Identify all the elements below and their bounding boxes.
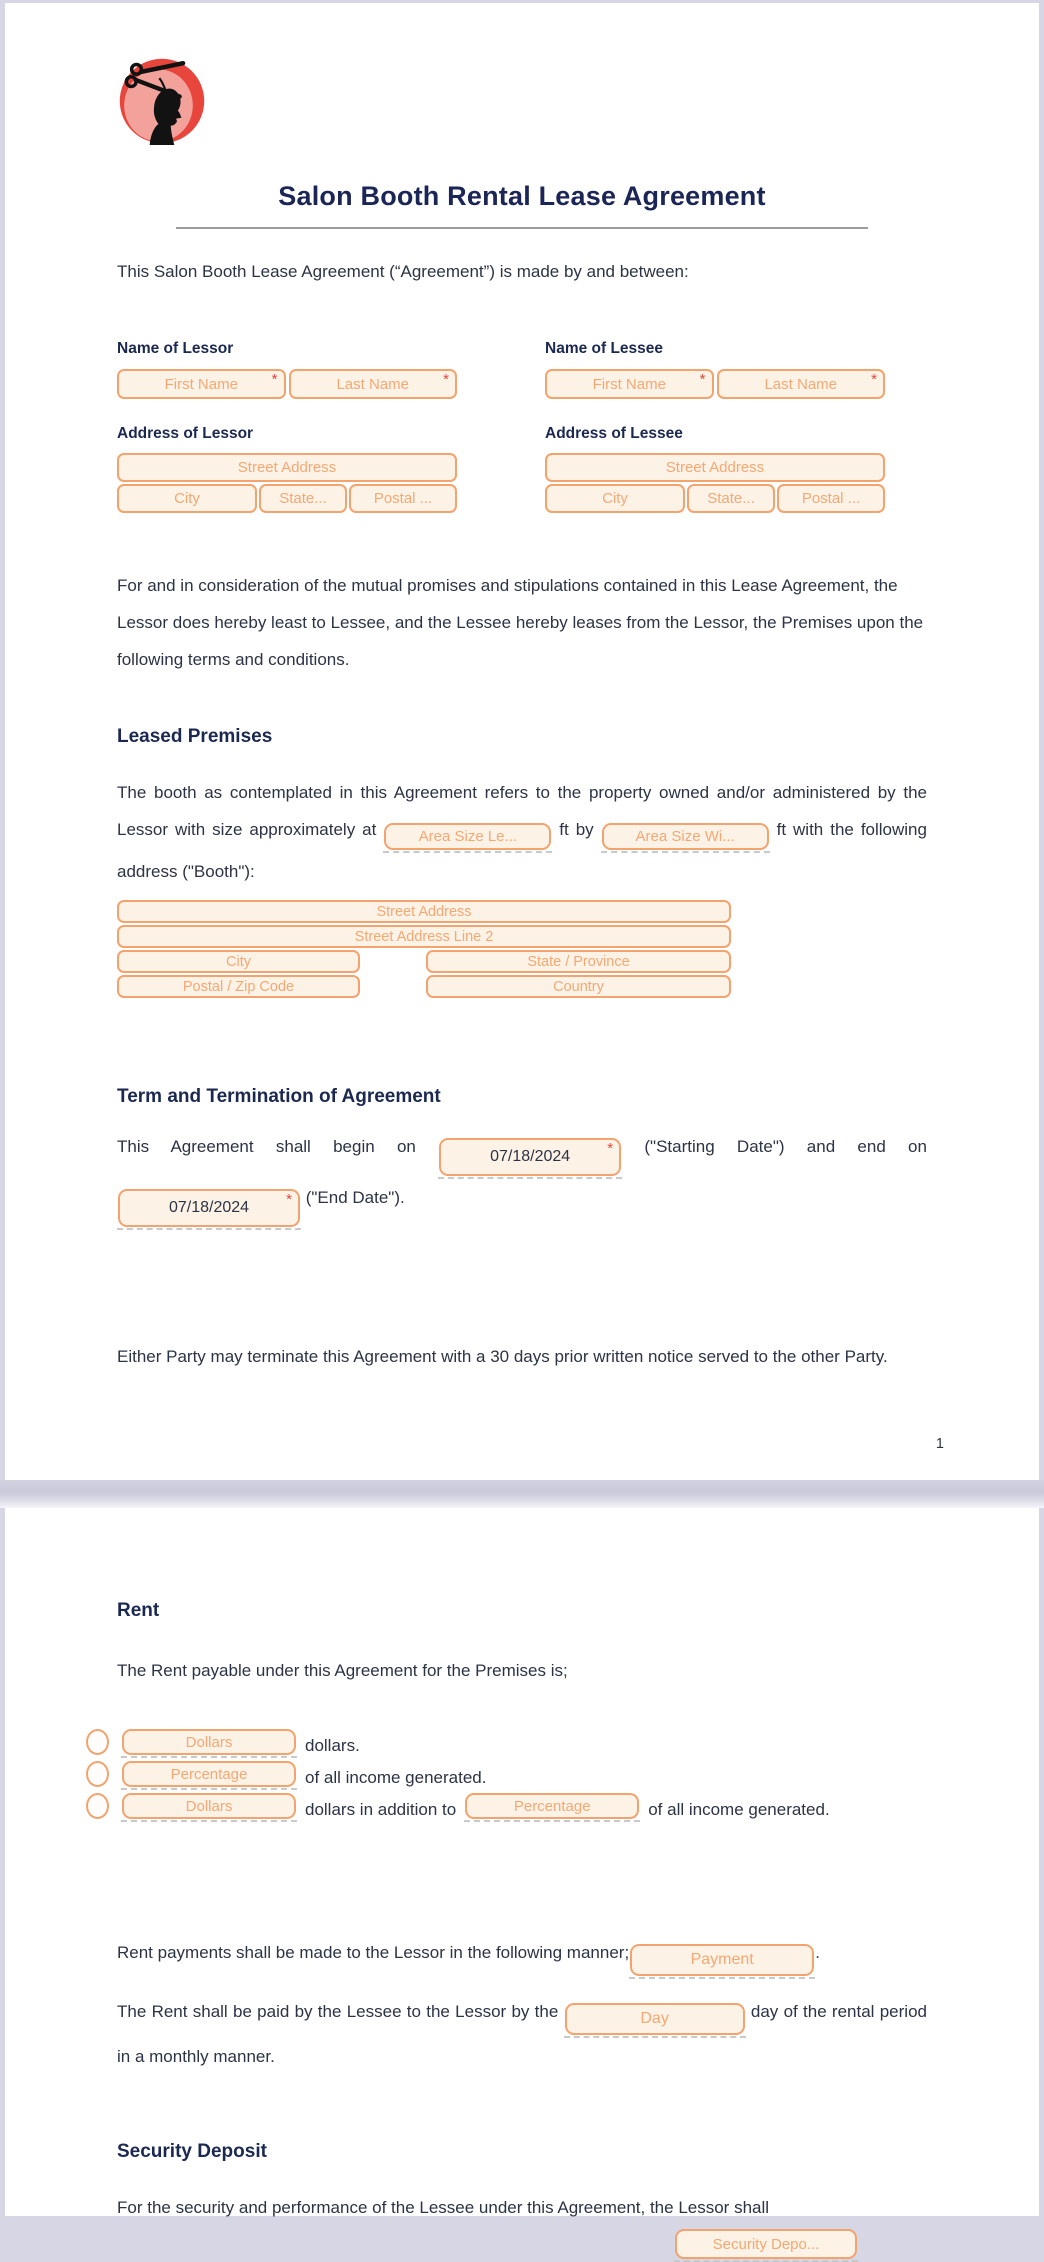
booth-text-1: The booth as contemplated in this Agreement refers to the property owned and/or administered by the Lessor with size approximately at — [117, 783, 927, 840]
lessor-street-field[interactable]: Street Address — [117, 453, 457, 482]
booth-street-field[interactable]: Street Address — [117, 900, 731, 923]
lessee-name-label: Name of Lessee — [545, 340, 664, 358]
booth-address-block — [117, 900, 731, 998]
page-2 — [5, 1508, 1039, 2253]
intro-text: This Salon Booth Lease Agreement (“Agreement”) is made by and between: — [117, 262, 689, 281]
term-text-2: ("Starting Date") and end on — [644, 1137, 927, 1157]
booth-postal-field[interactable]: Postal / Zip Code — [117, 975, 360, 998]
consideration-text: For and in consideration of the mutual promises and stipulations contained in this Lease Agreement, the Lessor does hereby least to Lessee, and the Lessee hereby leases from the Lessor, the Premises upon the following terms and conditions. — [117, 576, 924, 670]
payment-text-2: . — [815, 1943, 820, 1963]
required-asterisk: * — [443, 371, 449, 389]
rent-option-2-radio[interactable] — [86, 1761, 109, 1787]
booth-state-field[interactable]: State / Province — [426, 950, 731, 973]
booth-street2-field[interactable]: Street Address Line 2 — [117, 925, 731, 948]
term-text-1: This Agreement shall begin on — [117, 1137, 416, 1157]
page-title: Salon Booth Rental Lease Agreement — [278, 181, 766, 211]
term-paragraph — [117, 1128, 927, 1230]
booth-city-field[interactable]: City — [117, 950, 360, 973]
parties-section — [117, 340, 927, 513]
required-asterisk: * — [286, 1191, 292, 1209]
page-number: 1 — [935, 1436, 944, 1452]
payment-paragraph — [117, 1934, 927, 1979]
payment-method-field[interactable]: Payment — [630, 1944, 814, 1976]
end-date-field[interactable]: 07/18/2024 * — [118, 1189, 300, 1227]
booth-paragraph — [117, 774, 927, 890]
lessee-state-field[interactable]: State... — [687, 484, 775, 513]
rent-option-3-mid-label: dollars in addition to — [305, 1799, 457, 1819]
rent-heading: Rent — [117, 1600, 160, 1621]
rent-option-1-radio[interactable] — [86, 1729, 109, 1755]
lessor-column — [117, 340, 457, 513]
lessor-last-name-field[interactable]: Last Name * — [289, 369, 458, 399]
booth-text-2: ft by — [559, 820, 594, 840]
rent-percentage-field[interactable]: Percentage — [122, 1761, 296, 1787]
required-asterisk: * — [699, 371, 706, 389]
rent-dollars2-field[interactable]: Dollars — [122, 1793, 296, 1819]
day-paragraph — [117, 1993, 927, 2075]
security-deposit-heading: Security Deposit — [117, 2141, 267, 2163]
lessee-postal-field[interactable]: Postal ... — [777, 484, 885, 513]
rent-dollars-field[interactable]: Dollars — [122, 1729, 296, 1755]
rent-option-2 — [86, 1761, 927, 1790]
day-text-1: The Rent shall be paid by the Lessee to the Lessor by the — [117, 2002, 559, 2022]
area-size-width-field[interactable]: Area Size Wi... — [602, 823, 769, 850]
lessee-address-label: Address of Lessee — [545, 425, 683, 443]
lessee-last-name-field[interactable]: Last Name * — [717, 369, 886, 399]
lessor-postal-field[interactable]: Postal ... — [349, 484, 457, 513]
salon-scissors-logo-icon — [117, 57, 207, 145]
security-deposit-field[interactable]: Security Depo... — [675, 2229, 857, 2259]
rent-percentage2-field[interactable]: Percentage — [465, 1793, 639, 1819]
lessee-first-name-field[interactable]: First Name * — [545, 369, 714, 399]
term-text-3: ("End Date"). — [305, 1188, 405, 1208]
lessee-street-field[interactable]: Street Address — [545, 453, 885, 482]
lessee-city-field[interactable]: City — [545, 484, 685, 513]
term-heading: Term and Termination of Agreement — [117, 1086, 441, 1108]
page-1 — [5, 3, 1039, 1480]
rent-options-group — [86, 1729, 927, 1822]
required-asterisk: * — [271, 371, 278, 389]
page-break-gap — [0, 1480, 1044, 1508]
lessor-city-field[interactable]: City — [117, 484, 257, 513]
title-divider — [176, 227, 868, 229]
rent-option-3-radio[interactable] — [86, 1793, 109, 1819]
lessor-name-label: Name of Lessor — [117, 340, 234, 358]
rent-option-1-label: dollars. — [305, 1735, 360, 1755]
lessor-address-label: Address of Lessor — [117, 425, 254, 443]
lessee-column — [545, 340, 885, 513]
termination-text: Either Party may terminate this Agreement with a 30 days prior written notice served to the other Party. — [117, 1347, 888, 1367]
rent-day-field[interactable]: Day — [565, 2003, 745, 2035]
rent-option-3-label: of all income generated. — [648, 1799, 830, 1819]
rent-option-3 — [86, 1793, 927, 1822]
starting-date-field[interactable]: 07/18/2024 * — [439, 1138, 621, 1176]
rent-intro-text: The Rent payable under this Agreement for the Premises is; — [117, 1661, 568, 1680]
booth-text-3: ft with the following address ("Booth"): — [117, 820, 927, 882]
lessor-state-field[interactable]: State... — [259, 484, 347, 513]
lessor-first-name-field[interactable]: First Name * — [117, 369, 286, 399]
payment-text-1: Rent payments shall be made to the Lessor in the following manner; — [117, 1943, 630, 1963]
rent-option-2-label: of all income generated. — [305, 1767, 487, 1787]
rent-option-1 — [86, 1729, 927, 1758]
required-asterisk: * — [871, 371, 877, 389]
leased-premises-heading: Leased Premises — [117, 726, 273, 748]
security-deposit-line — [117, 2229, 927, 2262]
security-deposit-text: For the security and performance of the Lessee under this Agreement, the Lessor shall — [117, 2198, 770, 2218]
required-asterisk: * — [607, 1140, 614, 1158]
area-size-length-field[interactable]: Area Size Le... — [384, 823, 551, 850]
booth-country-field[interactable]: Country — [426, 975, 731, 998]
day-text-2: day of the rental period in a monthly manner. — [117, 2002, 927, 2067]
